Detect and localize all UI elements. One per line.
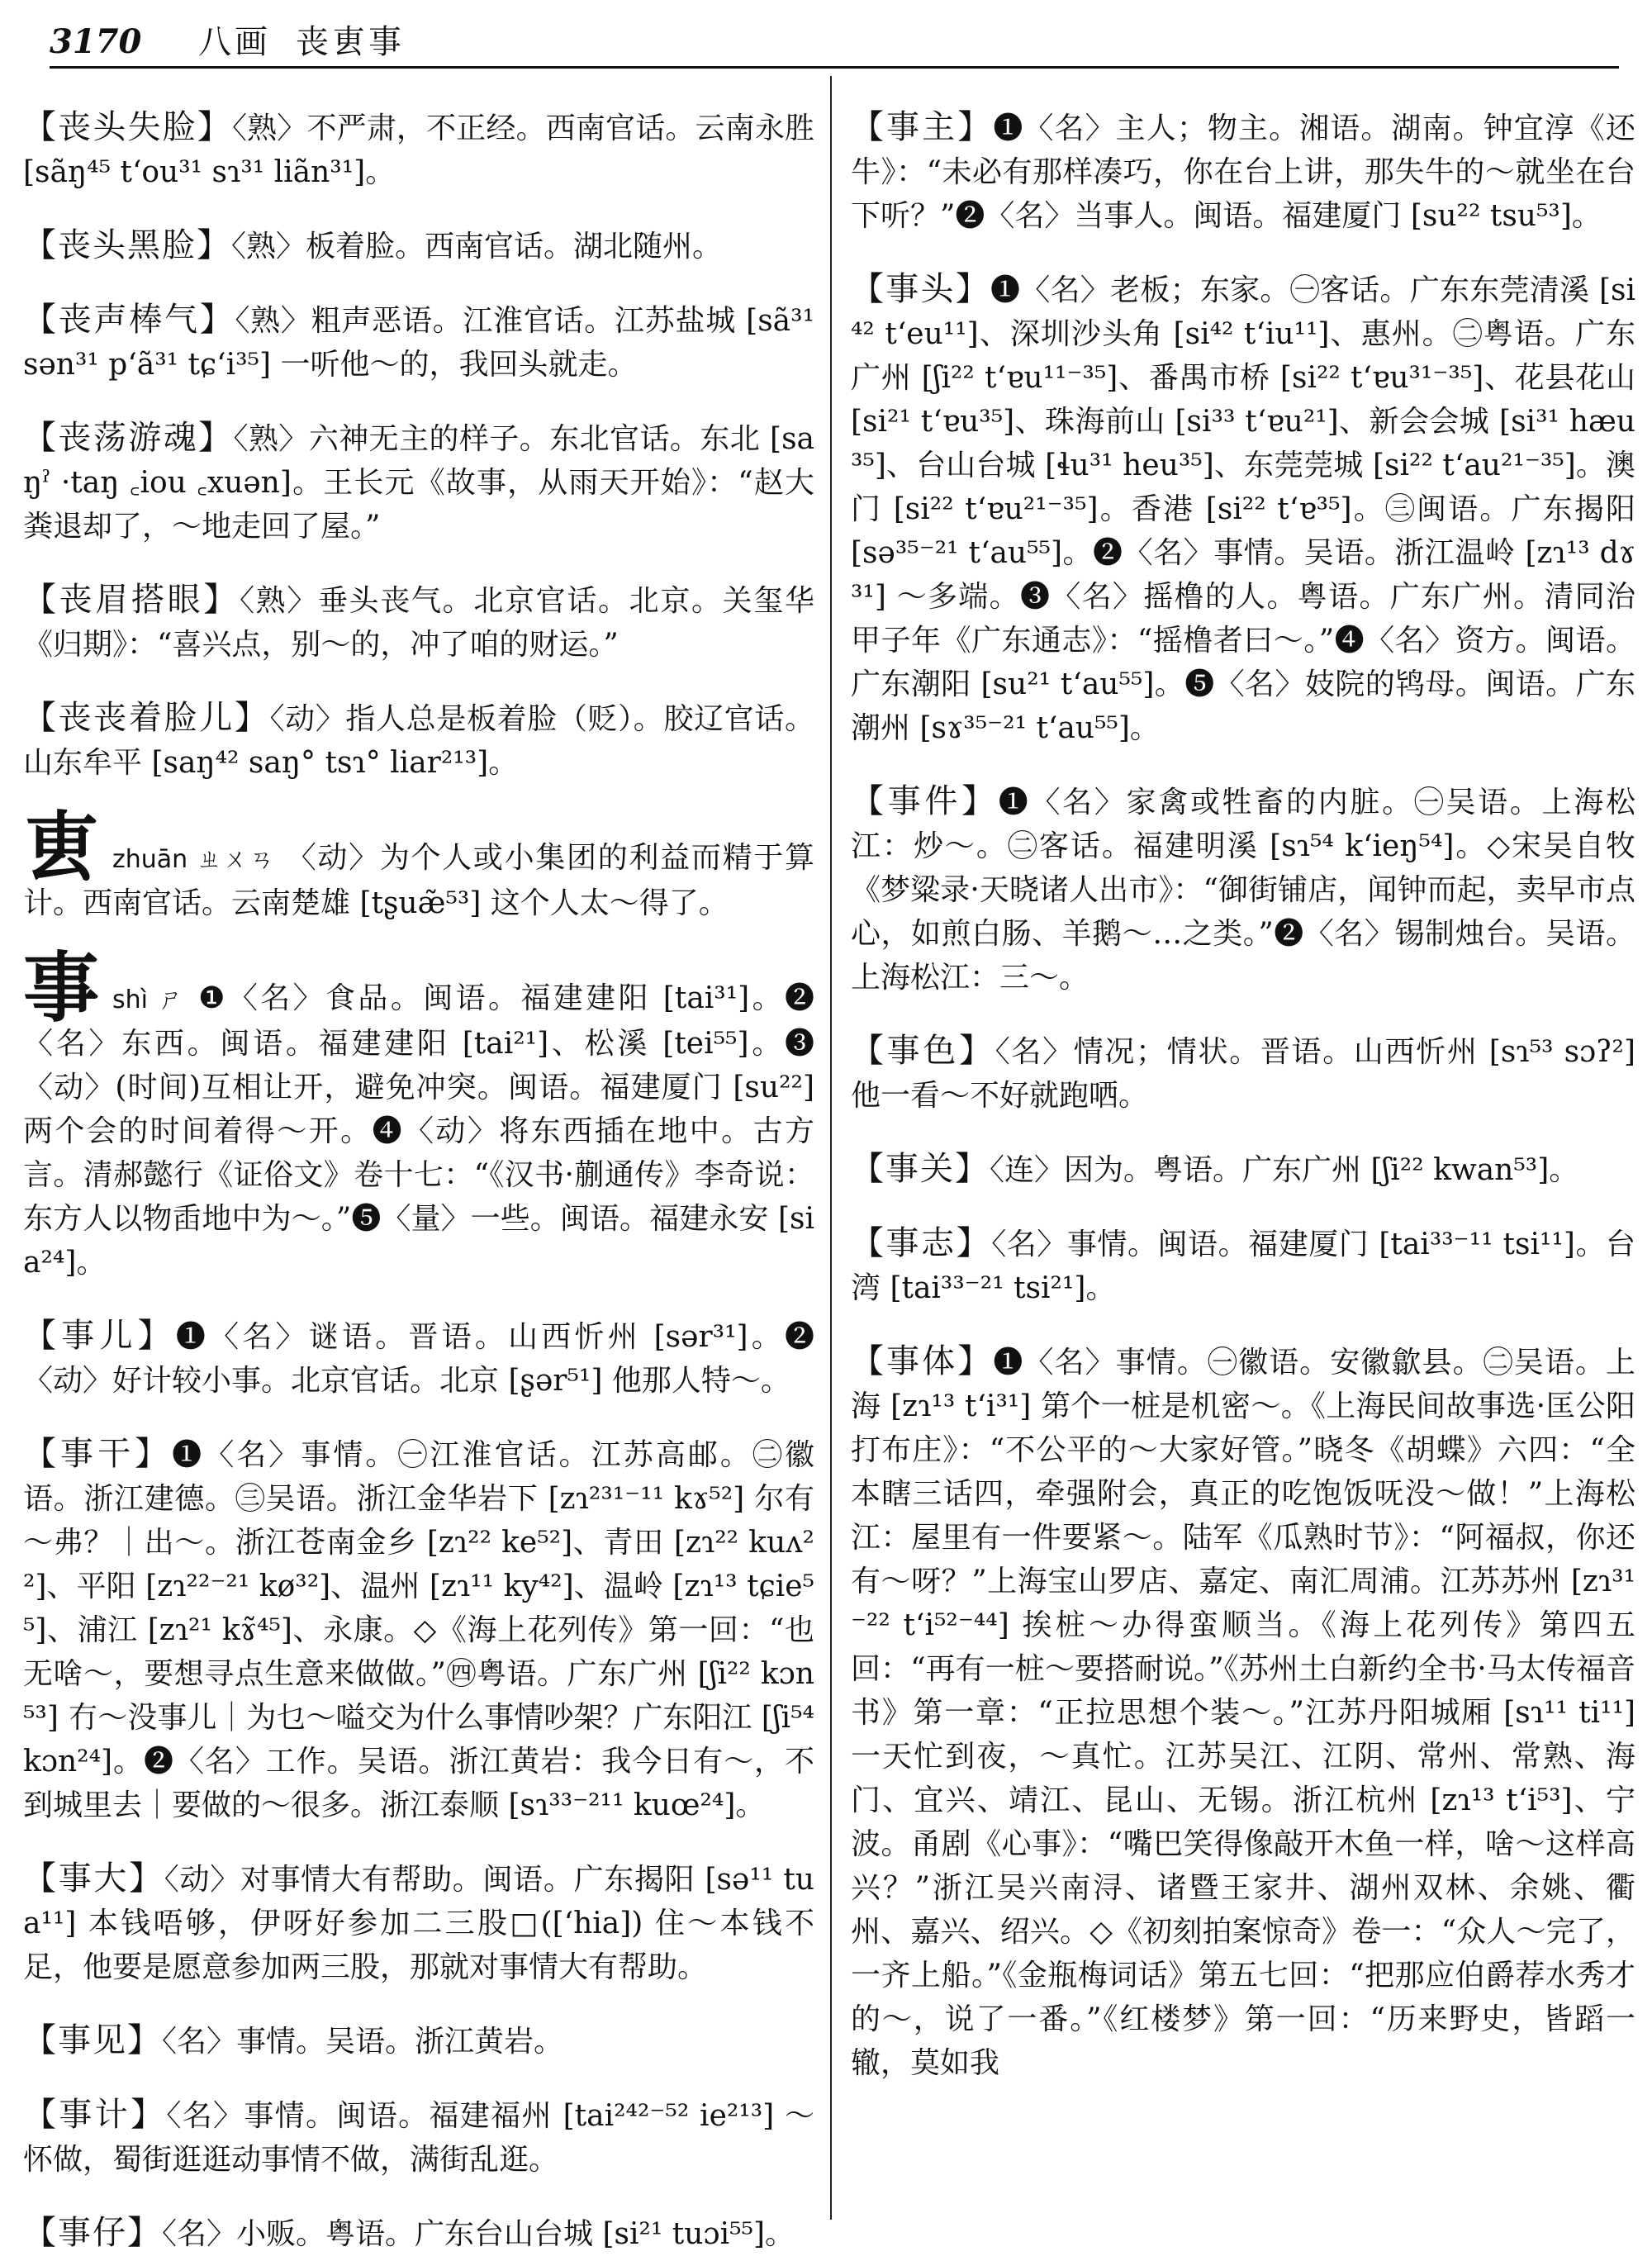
dictionary-entry <box>851 1147 1635 1192</box>
right-column <box>851 76 1635 2220</box>
dictionary-entry <box>23 2093 814 2182</box>
dictionary-entry <box>851 106 1635 238</box>
entry-definition: ❶〈名〉事情。㊀徽语。安徽歙县。㊁吴语。上海 [zɿ¹³ tʻi³¹] 第个一桩是机密～。《上海民间故事选·匡公阳打布庄》：“不公平的～大家好管。”晓冬《胡蝶》六四：“全本瞎三话四，牵强附会，真正的吃饱饭呒没～做！”上海松江：屋里有一件要紧～。陆军《瓜熟时节》：“阿福叔，你还有～呀？”上海宝山罗店、嘉定、南汇周浦。江苏苏州 [zɿ³¹⁻²² tʻi⁵²⁻⁴⁴] 挨桩～办得蛮顺当。《海上花列传》第四五回：“再有一桩～要搭耐说。”《苏州土白新约全书·马太传福音书》第一章：“正拉思想个装～。”江苏丹阳城厢 [sɿ¹¹ ti¹¹] 一天忙到夜，～真忙。江苏吴江、江阴、常州、常熟、海门、宜兴、靖江、昆山、无锡。浙江杭州 [zɿ¹³ tʻi⁵³]、宁波。甬剧《心事》：“嘴巴笑得像敲开木鱼一样，啥～这样高兴？”浙江吴兴南浔、诸暨王家井、湖州双林、余姚、衢州、嘉兴、绍兴。◇《初刻拍案惊奇》卷一：“众人～完了，一齐上船。”《金瓶梅词话》第五七回：“把那应伯爵荐水秀才的～，说了一番。”《红楼梦》第一回：“历来野史，皆蹈一辙，莫如我 <box>851 1346 1635 2080</box>
entry-headword: 【事志】 <box>851 1224 992 1262</box>
dictionary-entry <box>23 578 814 667</box>
head-character: 叀 <box>23 803 100 892</box>
dictionary-entry <box>23 803 814 925</box>
entry-definition: 〈熟〉垂头丧气。北京官话。北京。关玺华《归期》：“喜兴点，别～的，冲了咱的财运。” <box>23 584 814 662</box>
entry-headword: 【丧丧着脸儿】 <box>23 699 270 737</box>
entry-headword: 【事计】 <box>23 2096 167 2134</box>
left-column <box>23 76 815 2252</box>
entry-headword: 【丧声棒气】 <box>23 301 235 339</box>
head-character: 事 <box>23 943 100 1033</box>
entry-headword: 【丧头黑脸】 <box>23 226 231 264</box>
entry-headword: 【事头】 <box>851 270 991 308</box>
column-divider <box>830 76 832 2220</box>
entry-definition: 〈连〉因为。粤语。广东广州 [ʃi²² kwan⁵³]。 <box>990 1153 1579 1187</box>
dictionary-entry <box>851 1222 1635 1310</box>
dictionary-entry <box>23 416 814 549</box>
entry-definition: 〈动〉对事情大有帮助。闽语。广东揭阳 [sə¹¹ tua¹¹] 本钱唔够，伊呀好参加二三股□([ʻhia]) 住～本钱不足，他要是愿意参加两三股，那就对事情大有帮助。 <box>23 1863 814 1984</box>
entry-headword: 【事主】 <box>851 108 994 146</box>
dictionary-entry <box>23 106 814 194</box>
entry-headword: 【事大】 <box>23 1859 164 1897</box>
entry-definition: ❶〈名〉谜语。晋语。山西忻州 [sər³¹]。❷〈动〉好计较小事。北京官话。北京 [ʂər⁵¹] 他那人特～。 <box>23 1320 815 1398</box>
entry-headword: 【事干】 <box>23 1435 173 1473</box>
entry-definition: 〈熟〉粗声恶语。江淮官话。江苏盐城 [sã³¹ sən³¹ pʻã³¹ tɕʻi³⁵] 一听他～的，我回头就走。 <box>23 304 815 382</box>
dictionary-entry <box>23 1432 814 1827</box>
entry-definition: 〈名〉小贩。粤语。广东台山台城 [si²¹ tuɔi⁵⁵]。 <box>162 2217 795 2251</box>
entry-definition: 〈熟〉板着脸。西南官话。湖北随州。 <box>231 230 723 264</box>
page-header <box>50 18 1619 69</box>
dictionary-entry <box>23 1314 814 1403</box>
page-title: 丧叀事 <box>296 23 405 61</box>
entry-definition: 〈熟〉不严肃，不正经。西南官话。云南永胜 [sãŋ⁴⁵ tʻou³¹ sɿ³¹ liãn³¹]。 <box>23 112 814 189</box>
entry-headword: 【事件】 <box>851 782 999 820</box>
entry-definition: 〈熟〉六神无主的样子。东北官话。东北 [saŋˀ ·taŋ ꜀iou ꜀xuən]。王长元《故事，从雨天开始》：“赵大粪退却了，～地走回了屋。” <box>23 422 815 544</box>
entry-definition: 〈名〉事情。闽语。福建福州 [tai²⁴²⁻⁵² ie²¹³] ～怀做，蜀街逛逛动事情不做，满街乱逛。 <box>23 2099 814 2177</box>
dictionary-entry <box>23 943 814 1285</box>
dictionary-entry <box>851 780 1635 1000</box>
dictionary-entry <box>23 1857 814 1989</box>
entry-headword: 【丧头失脸】 <box>23 108 232 146</box>
dictionary-entry <box>851 268 1635 750</box>
entry-definition: 〈名〉情况；情状。晋语。山西忻州 [sɿ⁵³ sɔʔ²] 他一看～不好就跑哂。 <box>851 1035 1635 1113</box>
dictionary-entry <box>23 224 814 268</box>
entry-headword: 【事体】 <box>851 1342 994 1380</box>
entry-headword: 【事见】 <box>23 2021 162 2059</box>
entry-definition: 〈动〉指人总是板着脸（贬）。胶辽官话。山东牟平 [saŋ⁴² saŋ° tsɿ° liar²¹³]。 <box>23 702 814 780</box>
entry-pinyin: shì ㄕ <box>112 986 187 1014</box>
dictionary-entry <box>23 2019 814 2064</box>
entry-headword: 【事关】 <box>851 1150 990 1188</box>
entry-definition: ❶〈名〉老板；东家。㊀客话。广东东莞清溪 [si⁴² tʻeu¹¹]、深圳沙头角 [si⁴² tʻiu¹¹]、惠州。㊁粤语。广东广州 [ʃi²² tʻɐu¹¹⁻³⁵]、番禺市桥 [si²² tʻɐu³¹⁻³⁵]、花县花山 [si²¹ tʻɐu³⁵]、珠海前山 [si³³ tʻɐu²¹]、新会会城 [si³¹ hæu³⁵]、台山台城 [ɬu³¹ heu³⁵]、东莞莞城 [si²² tʻau²¹⁻³⁵]。澳门 [si²² tʻɐu²¹⁻³⁵]。香港 [si²² tʻɐ³⁵]。㊂闽语。广东揭阳 [sə³⁵⁻²¹ tʻau⁵⁵]。❷〈名〉事情。吴语。浙江温岭 [zɿ¹³ dɤ³¹] ～多端。❸〈名〉摇橹的人。粤语。广东广州。清同治甲子年《广东通志》：“摇橹者曰～。”❹〈名〉资方。闽语。广东潮阳 [su²¹ tʻau⁵⁵]。❺〈名〉妓院的鸨母。闽语。广东潮州 [sɤ³⁵⁻²¹ tʻau⁵⁵]。 <box>851 273 1635 745</box>
entry-headword: 【事色】 <box>851 1032 995 1070</box>
entry-definition: ❶〈名〉食品。闽语。福建建阳 [tai³¹]。❷〈名〉东西。闽语。福建建阳 [tai²¹]、松溪 [tei⁵⁵]。❸〈动〉(时间)互相让开，避免冲突。闽语。福建厦门 [su²²] 两个会的时间着得～开。❹〈动〉将东西插在地中。古方言。清郝懿行《证俗文》卷十七：“《汉书·蒯通传》李奇说：东方人以物臿地中为～。”❺〈量〉一些。闽语。福建永安 [sia²⁴]。 <box>23 981 814 1280</box>
section-label: 八画 <box>198 23 271 61</box>
page-number: 3170 <box>50 22 142 61</box>
entry-definition: 〈名〉事情。闽语。福建厦门 [tai³³⁻¹¹ tsi¹¹]。台湾 [tai³³⁻²¹ tsi²¹]。 <box>851 1228 1636 1305</box>
entry-headword: 【事儿】 <box>23 1317 176 1355</box>
entry-headword: 【事仔】 <box>23 2214 162 2252</box>
entry-definition: ❶〈名〉家禽或牲畜的内脏。㊀吴语。上海松江：炒～。㊁客话。福建明溪 [sɿ⁵⁴ kʻieŋ⁵⁴]。◇宋吴自牧《梦粱录·天晓诸人出市》：“御街铺店，闻钟而起，卖早市点心，如煎白肠、羊鹅～…之类。”❷〈名〉锡制烛台。吴语。上海松江：三～。 <box>851 786 1635 995</box>
dictionary-entry <box>23 2211 814 2256</box>
dictionary-entry <box>851 1340 1635 2085</box>
entry-definition: 〈动〉为个人或小集团的利益而精于算计。西南官话。云南楚雄 [tʂuæ̃⁵³] 这个人太～得了。 <box>23 841 814 920</box>
entry-definition: ❶〈名〉事情。㊀江淮官话。江苏高邮。㊁徽语。浙江建德。㊂吴语。浙江金华岩下 [zɿ²³¹⁻¹¹ kɤ⁵²] 尔有～弗？｜出～。浙江苍南金乡 [zɿ²² ke⁵²]、青田 [zɿ²² kuʌ²²]、平阳 [zɿ²²⁻²¹ kø³²]、温州 [zɿ¹¹ ky⁴²]、温岭 [zɿ¹³ tɕie⁵⁵]、浦江 [zɿ²¹ kɤ̃⁴⁵]、永康。◇《海上花列传》第一回：“也无啥～，要想寻点生意来做做。”㊃粤语。广东广州 [ʃi²² kɔn⁵³] 冇～没事儿｜为乜～嗌交为什么事情吵架？广东阳江 [ʃi⁵⁴ kɔn²⁴]。❷〈名〉工作。吴语。浙江黄岩：我今日有～，不到城里去｜要做的～很多。浙江泰顺 [sɿ³³⁻²¹¹ kuœ²⁴]。 <box>23 1438 814 1822</box>
entry-definition: ❶〈名〉主人；物主。湘语。湖南。钟宜淳《还牛》：“未必有那样凑巧，你在台上讲，那失牛的～就坐在台下听？”❷〈名〉当事人。闽语。福建厦门 [su²² tsu⁵³]。 <box>851 112 1635 233</box>
dictionary-entry <box>23 696 814 785</box>
dictionary-entry <box>851 1029 1635 1118</box>
dictionary-entry <box>23 298 814 387</box>
entry-definition: 〈名〉事情。吴语。浙江黄岩。 <box>162 2025 564 2059</box>
entry-headword: 【丧眉搭眼】 <box>23 581 240 619</box>
entry-headword: 【丧荡游魂】 <box>23 419 234 457</box>
entry-pinyin: zhuān ㄓㄨㄢ <box>112 845 276 874</box>
